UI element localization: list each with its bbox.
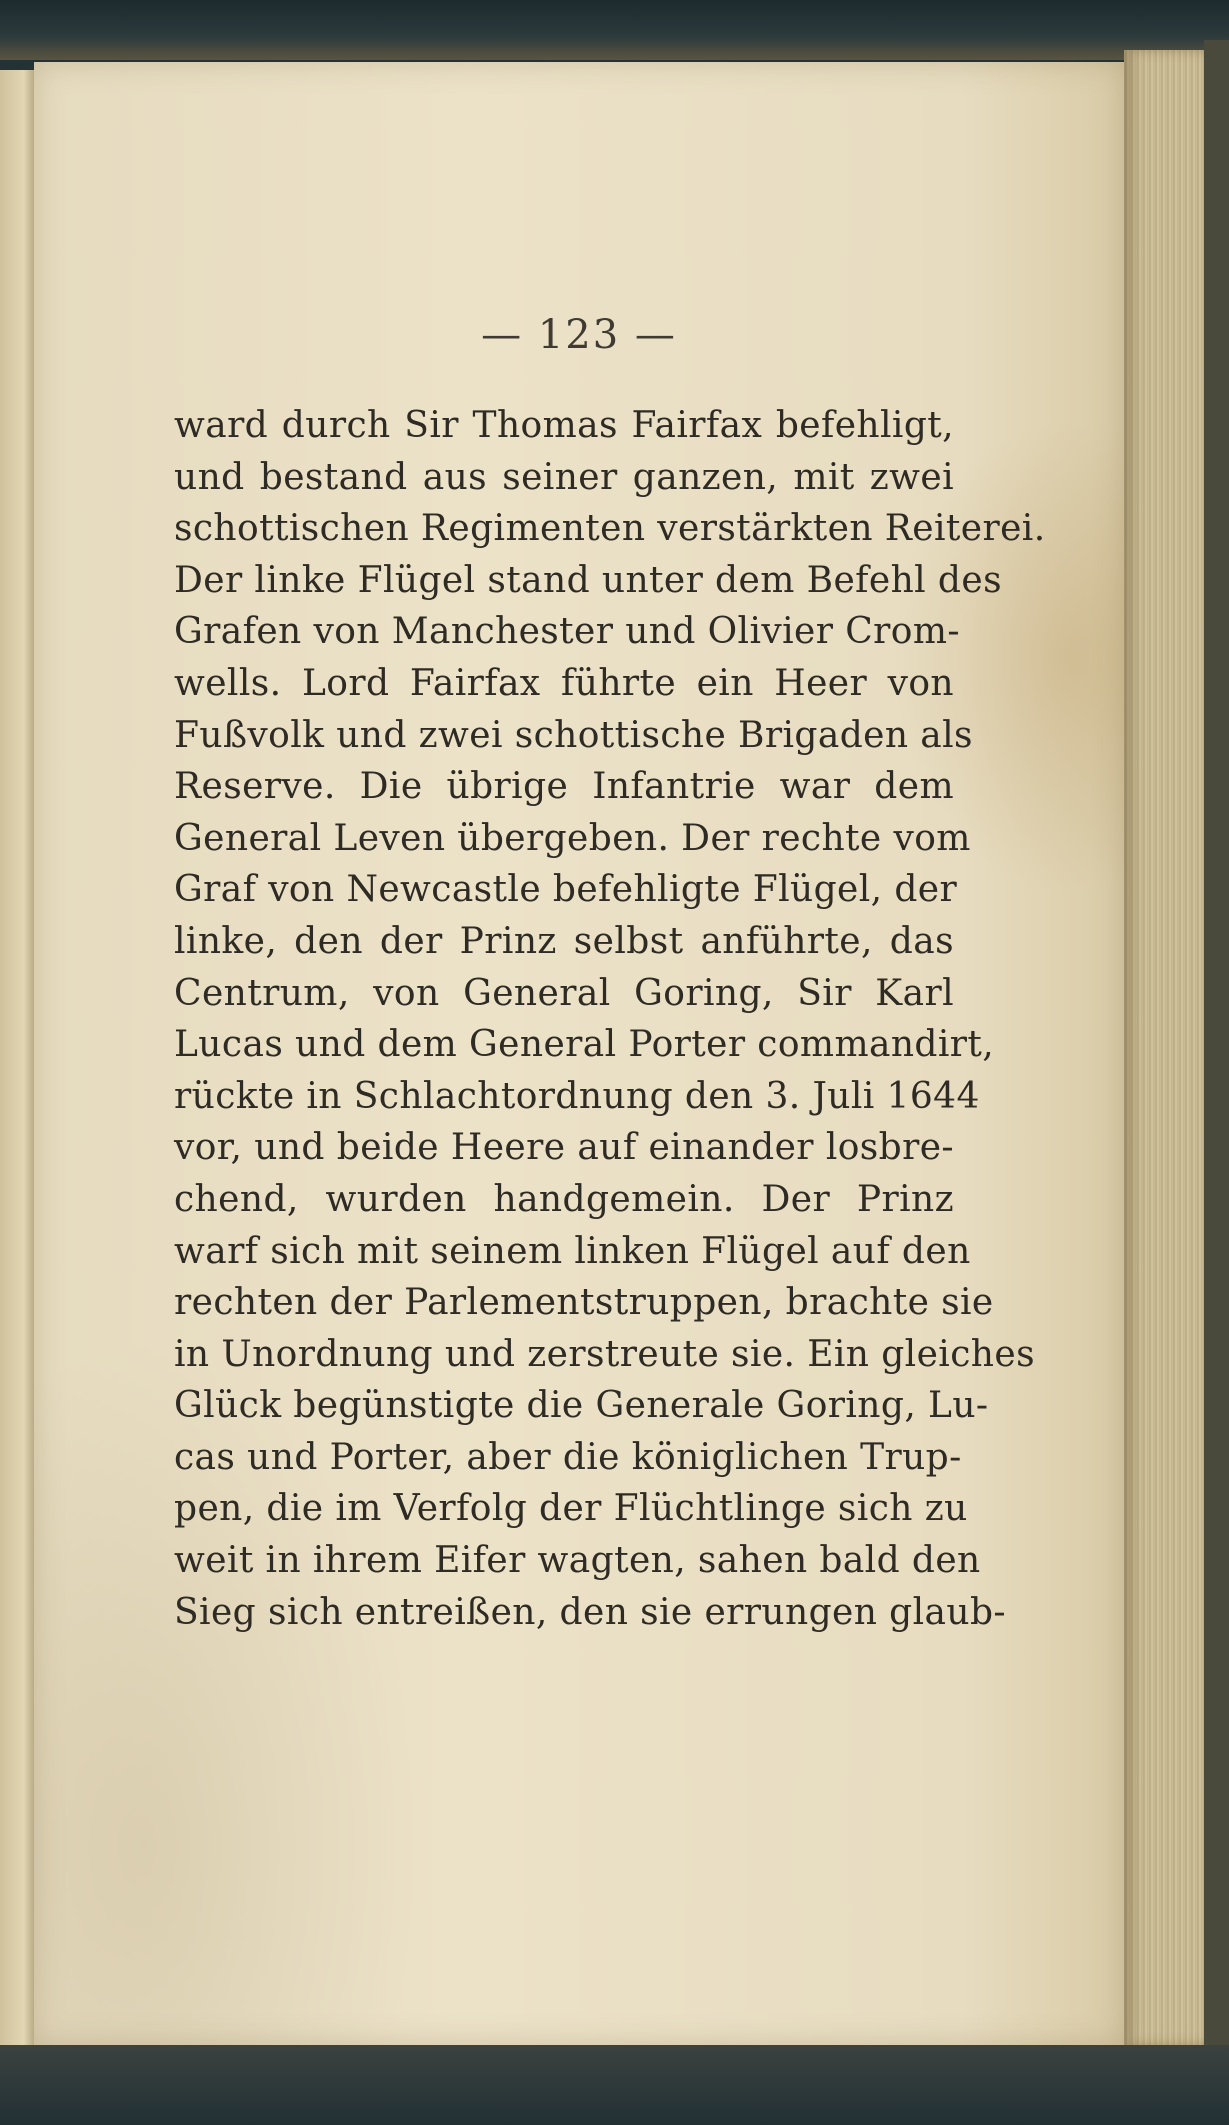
book-cover-edge <box>1204 40 1229 2050</box>
text-line: schottischen Regimenten verstärkten Reiterei. <box>174 508 1046 550</box>
text-line: in Unordnung und zerstreute sie. Ein gleiches <box>174 1333 1035 1375</box>
text-line: Graf von Newcastle befehligte Flügel, der <box>174 869 958 911</box>
book-top-edge <box>0 0 1229 60</box>
text-line: cas und Porter, aber die königlichen Trup- <box>174 1436 962 1478</box>
text-line: warf sich mit seinem linken Flügel auf den <box>174 1230 971 1272</box>
text-line: chend, wurden handgemein. Der Prinz <box>174 1178 954 1220</box>
text-line: und bestand aus seiner ganzen, mit zwei <box>174 456 954 498</box>
text-line: linke, den der Prinz selbst anführte, das <box>174 920 954 962</box>
page-number: — 123 — <box>481 312 677 358</box>
body-text <box>174 400 1046 1638</box>
text-line: pen, die im Verfolg der Flüchtlinge sich zu <box>174 1488 968 1530</box>
text-line: Centrum, von General Goring, Sir Karl <box>174 972 954 1014</box>
text-line: ward durch Sir Thomas Fairfax befehligt, <box>174 405 954 446</box>
text-line: Glück begünstigte die Generale Goring, Lu- <box>174 1385 989 1427</box>
text-line: Reserve. Die übrige Infantrie war dem <box>174 766 954 808</box>
text-line: weit in ihrem Eifer wagten, sahen bald den <box>174 1540 981 1582</box>
text-line: Der linke Flügel stand unter dem Befehl des <box>174 559 1002 601</box>
text-line: Lucas und dem General Porter commandirt, <box>174 1024 995 1066</box>
text-line: rechten der Parlementstruppen, brachte sie <box>174 1282 994 1324</box>
text-line: Grafen von Manchester und Olivier Crom- <box>174 611 960 653</box>
text-line: Fußvolk und zwei schottische Brigaden als <box>174 714 973 756</box>
facing-page-edge <box>0 70 34 2060</box>
text-line: rückte in Schlachtordnung den 3. Juli 1644 <box>174 1075 980 1117</box>
text-line: General Leven übergeben. Der rechte vom <box>174 817 971 859</box>
text-line: Sieg sich entreißen, den sie errungen glaub- <box>174 1591 1006 1633</box>
page-block-edge <box>1124 50 1204 2045</box>
book-bottom-edge <box>0 2045 1229 2125</box>
text-line: vor, und beide Heere auf einander losbre- <box>174 1127 954 1169</box>
text-line: wells. Lord Fairfax führte ein Heer von <box>174 662 954 704</box>
book-page <box>34 62 1124 2045</box>
